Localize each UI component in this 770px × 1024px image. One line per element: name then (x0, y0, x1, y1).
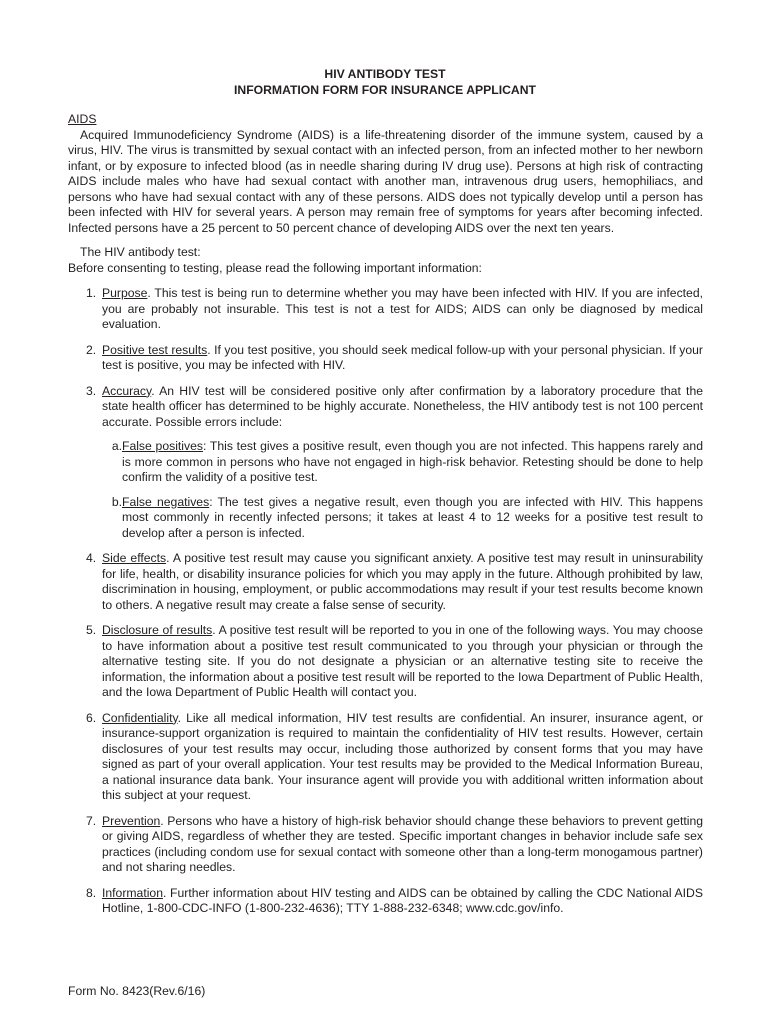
item-number: 8. (86, 885, 97, 900)
form-number: Form No. 8423(Rev.6/16) (68, 984, 206, 998)
item-number: 3. (86, 383, 97, 398)
list-item (68, 886, 703, 917)
item-heading: Accuracy (102, 383, 152, 398)
sub-item-heading: False positives (122, 439, 203, 453)
item-heading: Disclosure of results (102, 623, 213, 637)
test-intro: The HIV antibody test: (80, 245, 201, 259)
list-item (68, 814, 703, 876)
item-text: . A positive test result will be reported to you in one of the following ways. You may choose to have information about a positive test result communicated to you through your physician or through the alternative testing site. If you do not designate a physician or an alternative testing site to receive the information, the information about a positive test result will be reported to the Iowa Department of Public Health, and the Iowa Department of Public Health will contact you. (102, 623, 703, 699)
item-heading: Side effects (102, 551, 167, 565)
item-text: . An HIV test will be considered positive only after confirmation by a laboratory procedure that the state health officer has determined to be highly accurate. Nonetheless, the HIV antibody test is not 100 percent accurate. Possible errors include: (102, 383, 703, 429)
sub-list-item (102, 439, 703, 486)
item-heading: Prevention (102, 813, 161, 828)
list-item (68, 384, 703, 542)
sub-item-letter: a. (111, 439, 122, 453)
sub-item-heading: False negatives (122, 494, 210, 509)
item-number: 5. (86, 623, 97, 637)
before-consent-text: Before consenting to testing, please read the following important information: (68, 260, 482, 275)
sub-item-letter: b. (111, 494, 122, 509)
aids-paragraph: Acquired Immunodeficiency Syndrome (AIDS) is a life-threatening disorder of the immune system, caused by a virus, HIV. The virus is transmitted by sexual contact with an infected person, from an infected mother to her newborn infant, or by exposure to infected blood (as in needle sharing during IV drug use). Persons at high risk of contracting AIDS include males who have had sexual contact with another man, intravenous drug users, hemophiliacs, and persons who have had sexual contact with any of these persons. AIDS does not typically develop until a person has been infected with HIV for several years. A person may remain free of symptoms for years after becoming infected. Infected persons have a 25 percent to 50 percent chance of developing AIDS over the next ten years. (68, 127, 703, 235)
list-item (68, 343, 703, 374)
list-item (68, 551, 703, 613)
item-number: 7. (86, 813, 97, 828)
item-number: 6. (86, 710, 97, 725)
item-heading: Information (102, 885, 163, 900)
sub-list-item (102, 495, 703, 542)
form-title: HIV ANTIBODY TEST (324, 67, 446, 81)
sub-item-text: : The test gives a negative result, even though you are infected with HIV. This happens most commonly in recently infected persons; it takes at least 4 to 12 weeks for a positive test result to develop after a person is infected. (122, 494, 703, 540)
item-number: 2. (86, 342, 97, 357)
item-text: . Like all medical information, HIV test results are confidential. An insurer, insurance agent, or insurance-support organization is required to maintain the confidentiality of HIV test results. However, certain disclosures of your test results may occur, including those authorized by consent forms that you may have signed as part of your overall application. Your test results may be provided to the Medical Information Bureau, a national insurance data bank. Your insurance agent will provide you with additional written information about this subject at your request. (102, 710, 703, 802)
list-item (68, 286, 703, 333)
item-heading: Positive test results (102, 342, 208, 357)
item-number: 1. (86, 286, 97, 300)
item-heading: Purpose (102, 286, 148, 300)
aids-heading: AIDS (68, 112, 97, 126)
list-item (68, 623, 703, 701)
form-subtitle: INFORMATION FORM FOR INSURANCE APPLICANT (234, 83, 536, 97)
form-body (68, 112, 703, 917)
item-text: . If you test positive, you should seek medical follow-up with your personal physician. If your test is positive, you may be infected with HIV. (102, 342, 703, 372)
sub-item-text: : This test gives a positive result, even though you are not infected. This happens rarely and is more common in persons who have not engaged in high-risk behavior. Retesting should be done to help confirm the validity of a positive test. (122, 439, 703, 484)
item-number: 4. (86, 551, 97, 565)
item-text: . Persons who have a history of high-risk behavior should change these behaviors to prevent getting or giving AIDS, regardless of whether they are tested. Specific important changes in behavior include safe sex practices (including condom use for sexual contact with someone other than a long-term monogamous partner) and not sharing needles. (102, 813, 703, 874)
item-text: . Further information about HIV testing and AIDS can be obtained by calling the CDC National AIDS Hotline, 1-800-CDC-INFO (1-800-232-4636); TTY 1-888-232-6348; www.cdc.gov/info. (102, 885, 703, 915)
list-item (68, 711, 703, 804)
item-text: . This test is being run to determine whether you may have been infected with HIV. If you are infected, you are probably not insurable. This test is not a test for AIDS; AIDS can only be diagnosed by medical evaluation. (102, 286, 703, 331)
item-heading: Confidentiality (102, 710, 178, 725)
item-text: . A positive test result may cause you significant anxiety. A positive test may result in uninsurability for life, health, or disability insurance policies for which you may apply in the future. Although prohibited by law, discrimination in housing, employment, or public accommodations may result if your test results become known to others. A negative result may create a false sense of security. (102, 551, 703, 612)
